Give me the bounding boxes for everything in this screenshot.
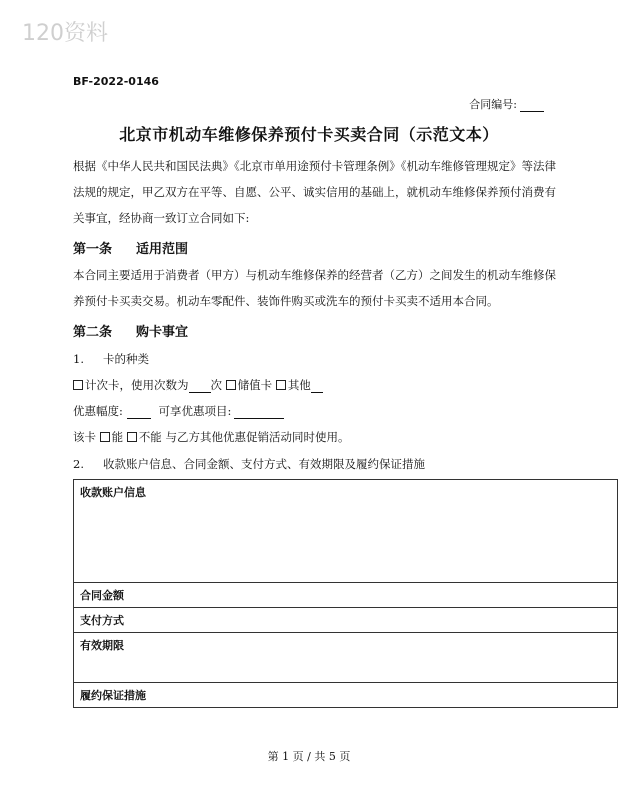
item-2-line <box>73 456 425 472</box>
article-2-heading <box>73 321 188 340</box>
article-1-number: 第一条 <box>73 242 113 257</box>
document-code: BF-2022-0146 <box>73 75 159 88</box>
table-row <box>74 633 618 683</box>
item-2-number: 2. <box>73 457 84 471</box>
contract-number-label: 合同编号: <box>469 98 517 111</box>
combine-line <box>73 429 349 445</box>
account-info-cell[interactable]: 收款账户信息 <box>74 480 618 583</box>
combine-suffix: 与乙方其他优惠促销活动同时使用。 <box>165 430 350 444</box>
table-row <box>74 683 618 708</box>
page-footer: 第 1 页 / 共 5 页 <box>267 750 351 763</box>
payment-info-table <box>73 479 618 708</box>
table-row <box>74 583 618 608</box>
cannot-checkbox[interactable] <box>127 432 137 442</box>
card-type-line <box>73 377 323 393</box>
preamble: 根据《中华人民共和国民法典》《北京市单用途预付卡管理条例》《机动车维修管理规定》等法律法规的规定，甲乙双方在平等、自愿、公平、诚实信用的基础上，就机动车维修保养预付消费有关事宜，经协商一致订立合同如下: <box>73 159 556 225</box>
other-card-blank[interactable] <box>311 380 323 393</box>
item-2-title: 收款账户信息、合同金额、支付方式、有效期限及履约保证措施 <box>103 457 425 471</box>
item-1-line <box>73 351 149 367</box>
performance-guarantee-cell[interactable]: 履约保证措施 <box>74 683 618 708</box>
can-label: 能 <box>111 430 124 444</box>
usage-times-blank[interactable] <box>189 380 211 393</box>
benefit-label: 可享优惠项目: <box>158 404 232 418</box>
can-checkbox[interactable] <box>100 432 110 442</box>
contract-number-line <box>469 96 544 112</box>
validity-period-cell[interactable]: 有效期限 <box>74 633 618 683</box>
discount-blank[interactable] <box>127 406 151 419</box>
article-2-title: 购卡事宜 <box>136 325 189 340</box>
cannot-label: 不能 <box>138 430 162 444</box>
table-row <box>74 608 618 633</box>
watermark: 120资料 <box>22 21 108 46</box>
count-card-checkbox[interactable] <box>73 380 83 390</box>
combine-prefix: 该卡 <box>73 430 96 444</box>
table-row <box>74 480 618 583</box>
contract-number-blank <box>520 100 544 112</box>
payment-method-cell[interactable]: 支付方式 <box>74 608 618 633</box>
count-card-label: 计次卡，使用次数为 <box>85 378 189 392</box>
item-1-number: 1. <box>73 352 84 366</box>
times-unit: 次 <box>210 378 222 392</box>
article-1-title: 适用范围 <box>136 242 189 257</box>
article-2-number: 第二条 <box>73 325 113 340</box>
article-1-heading <box>73 238 188 257</box>
discount-line <box>73 403 284 419</box>
benefit-blank[interactable] <box>234 406 284 419</box>
other-card-label: 其他 <box>287 378 311 392</box>
discount-label: 优惠幅度: <box>73 404 123 418</box>
stored-value-checkbox[interactable] <box>226 380 236 390</box>
article-1-text: 本合同主要适用于消费者（甲方）与机动车维修保养的经营者（乙方）之间发生的机动车维修保养预付卡买卖交易。机动车零配件、装饰件购买或洗车的预付卡买卖不适用本合同。 <box>73 268 556 308</box>
stored-value-label: 储值卡 <box>237 378 273 392</box>
contract-amount-cell[interactable]: 合同金额 <box>74 583 618 608</box>
item-1-title: 卡的种类 <box>103 352 149 366</box>
other-card-checkbox[interactable] <box>276 380 286 390</box>
page-title: 北京市机动车维修保养预付卡买卖合同（示范文本） <box>119 125 499 144</box>
